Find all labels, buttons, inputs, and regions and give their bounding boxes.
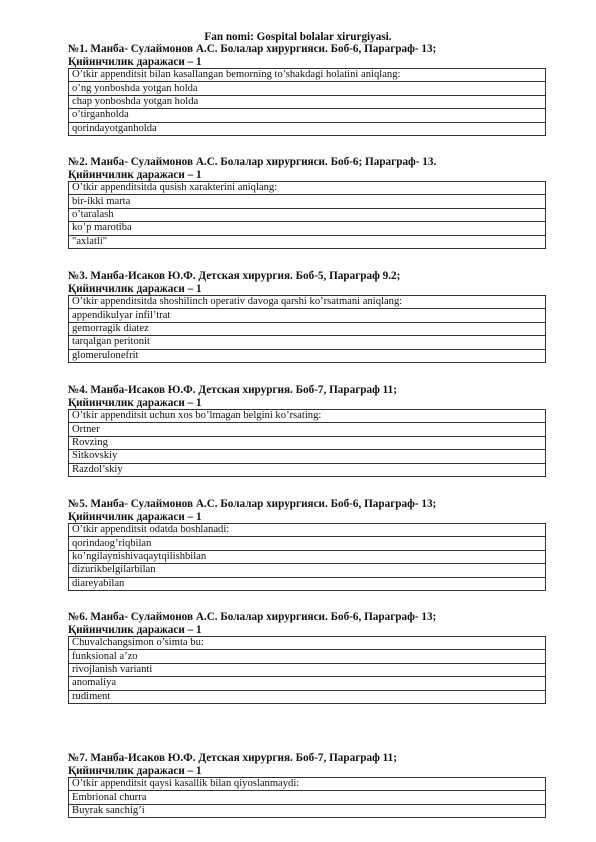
answer-option: Embrional churra [69,791,546,804]
answer-option: appendikulyar infil’trat [69,309,546,322]
question-table [68,636,546,704]
question-block-3 [68,270,546,363]
answer-option: o’tirganholda [69,109,546,122]
question-source: №3. Манба-Исаков Ю.Ф. Детская хирургия. Боб-5, Параграф 9.2; [68,270,401,282]
answer-option: ko’p marotiba [69,222,546,235]
question-table [68,409,546,477]
answer-option: glomerulonefrit [69,349,546,362]
question-text: O’tkir appenditsit uchun xos bo’lmagan belgini ko’rsating: [69,410,546,423]
question-block-1 [68,43,546,136]
question-block-7 [68,752,546,818]
answer-option: "axlatli" [69,235,546,248]
answer-option: Rovzing [69,436,546,449]
answer-option: qorindayotganholda [69,122,546,135]
question-text: O’tkir appenditsitda shoshilinch operativ davoga qarshi ko’rsatmani aniqlang: [69,296,546,309]
answer-option: Ortner [69,423,546,436]
question-source: №6. Манба- Сулаймонов А.С. Болалар хирургияси. Боб-6, Параграф- 13; [68,611,437,623]
answer-option: o’taralash [69,208,546,221]
answer-option: ko’ngilaynishivaqaytqilishbilan [69,550,546,563]
answer-option: tarqalgan peritonit [69,336,546,349]
answer-option: chap yonboshda yotgan holda [69,95,546,108]
question-text: O’tkir appenditsitda qusish xarakterini aniqlang: [69,182,546,195]
difficulty-level: Қийинчилик даражаси – 1 [68,282,202,295]
question-source: №2. Манба- Сулаймонов А.С. Болалар хирургияси. Боб-6; Параграф- 13. [68,156,437,168]
question-source: №1. Манба- Сулаймонов А.С. Болалар хирургияси. Боб-6, Параграф- 13; [68,43,437,55]
question-source: №7. Манба-Исаков Ю.Ф. Детская хирургия. Боб-7, Параграф 11; [68,752,397,764]
question-block-2 [68,156,546,249]
difficulty-level: Қийинчилик даражаси – 1 [68,510,202,523]
question-text: O’tkir appenditsit odatda boshlanadi: [69,524,546,537]
question-table [68,295,546,363]
answer-option: rudiment [69,690,546,703]
answer-option: qorindaog’riqbilan [69,537,546,550]
answer-option: rivojlanish varianti [69,663,546,676]
question-table [68,68,546,136]
question-source: №4. Манба-Исаков Ю.Ф. Детская хирургия. Боб-7, Параграф 11; [68,384,397,396]
difficulty-level: Қийинчилик даражаси – 1 [68,764,202,777]
difficulty-level: Қийинчилик даражаси – 1 [68,55,202,68]
question-block-5 [68,498,546,591]
answer-option: diareyabilan [69,577,546,590]
question-source: №5. Манба- Сулаймонов А.С. Болалар хирургияси. Боб-6, Параграф- 13; [68,498,437,510]
answer-option: o’ng yonboshda yotgan holda [69,82,546,95]
answer-option: Buyrak sanchig’i [69,804,546,817]
question-text: Chuvalchangsimon o’simta bu: [69,637,546,650]
answer-option: dizurikbelgilarbilan [69,564,546,577]
answer-option: funksional a’zo [69,650,546,663]
answer-option: bir-ikki marta [69,195,546,208]
question-table [68,777,546,818]
question-table [68,523,546,591]
difficulty-level: Қийинчилик даражаси – 1 [68,623,202,636]
question-block-4 [68,384,546,477]
answer-option: anomaliya [69,677,546,690]
document-title: Fan nomi: Gospital bolalar xirurgiyasi. [204,31,392,43]
answer-option: Razdol’skiy [69,463,546,476]
question-block-6 [68,611,546,704]
answer-option: gemorragik diatez [69,322,546,335]
difficulty-level: Қийинчилик даражаси – 1 [68,396,202,409]
question-table [68,181,546,249]
answer-option: Sitkovskiy [69,450,546,463]
question-text: O’tkir appenditsit bilan kasallangan bemorning to’shakdagi holatini aniqlang: [69,69,546,82]
question-text: O’tkir appenditsit qaysi kasallik bilan qiyoslanmaydi: [69,778,546,791]
difficulty-level: Қийинчилик даражаси – 1 [68,168,202,181]
